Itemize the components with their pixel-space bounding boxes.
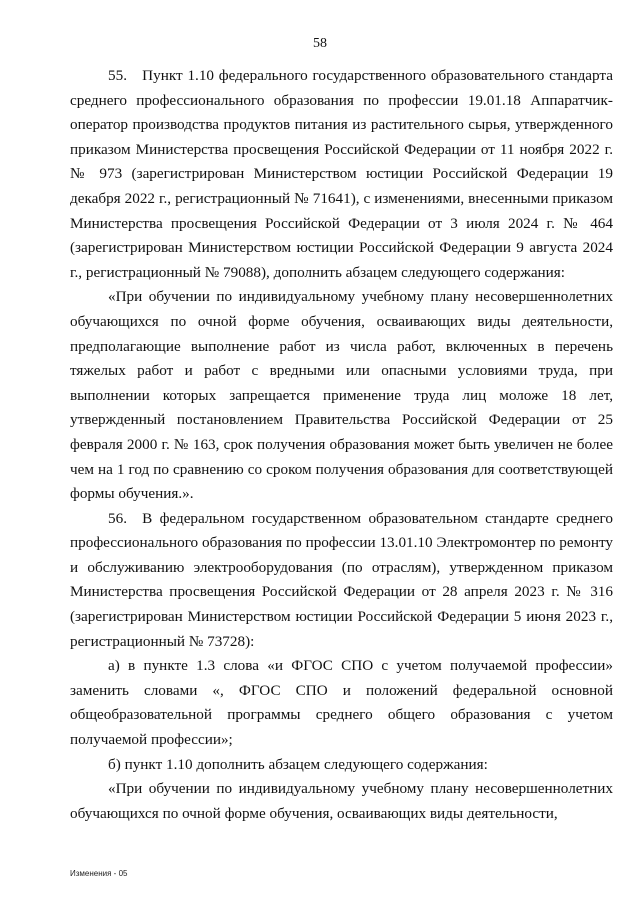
paragraph-56-a: а) в пункте 1.3 слова «и ФГОС СПО с учетом получаемой профессии» заменить словами «, ФГОС СПО и положений федеральной основной общеобразовательной программы среднего общего образования с учетом получаемой профессии»; (70, 657, 613, 749)
paragraph-56-b-quote: «При обучении по индивидуальному учебному плану несовершеннолетних обучающихся по очной форме обучения, осваивающих виды деятельности, (70, 780, 613, 822)
paragraph-56: 56. В федеральном государственном образовательном стандарте среднего профессионального образования по профессии 13.01.10 Электромонтер по ремонту и обслуживанию электрооборудования (по отраслям), утвержденном приказом Министерства просвещения Российской Федерации от 28 апреля 2023 г. № 316 (зарегистрирован Министерством юстиции Российской Федерации 5 июня 2023 г., регистрационный № 73728): (70, 509, 613, 650)
paragraph-56-b: б) пункт 1.10 дополнить абзацем следующего содержания: (108, 755, 488, 773)
paragraph-55-quote: «При обучении по индивидуальному учебному плану несовершеннолетних обучающихся по очной форме обучения, осваивающих виды деятельности, предполагающие выполнение работ из числа работ, включенных в перечень тяжелых работ и работ с вредными или опасными условиями труда, при выполнении которых запрещается применение труда лиц моложе 18 лет, утвержденный постановлением Правительства Российской Федерации от 25 февраля 2000 г. № 163, срок получения образования может быть увеличен не более чем на 1 год по сравнению со сроком получения образования для соответствующей формы обучения.». (70, 288, 613, 503)
page-number: 58 (313, 36, 327, 51)
footer-note: Изменения - 05 (70, 869, 128, 878)
paragraph-55: 55. Пункт 1.10 федерального государственного образовательного стандарта среднего профессионального образования по профессии 19.01.18 Аппаратчик-оператор производства продуктов питания из растительного сырья, утвержденного приказом Министерства просвещения Российской Федерации от 11 ноября 2022 г. № 973 (зарегистрирован Министерством юстиции Российской Федерации 19 декабря 2022 г., регистрационный № 71641), с изменениями, внесенными приказом Министерства просвещения Российской Федерации от 3 июля 2024 г. № 464 (зарегистрирован Министерством юстиции Российской Федерации 9 августа 2024 г., регистрационный № 79088), дополнить абзацем следующего содержания: (70, 67, 613, 281)
document-body (70, 64, 613, 826)
